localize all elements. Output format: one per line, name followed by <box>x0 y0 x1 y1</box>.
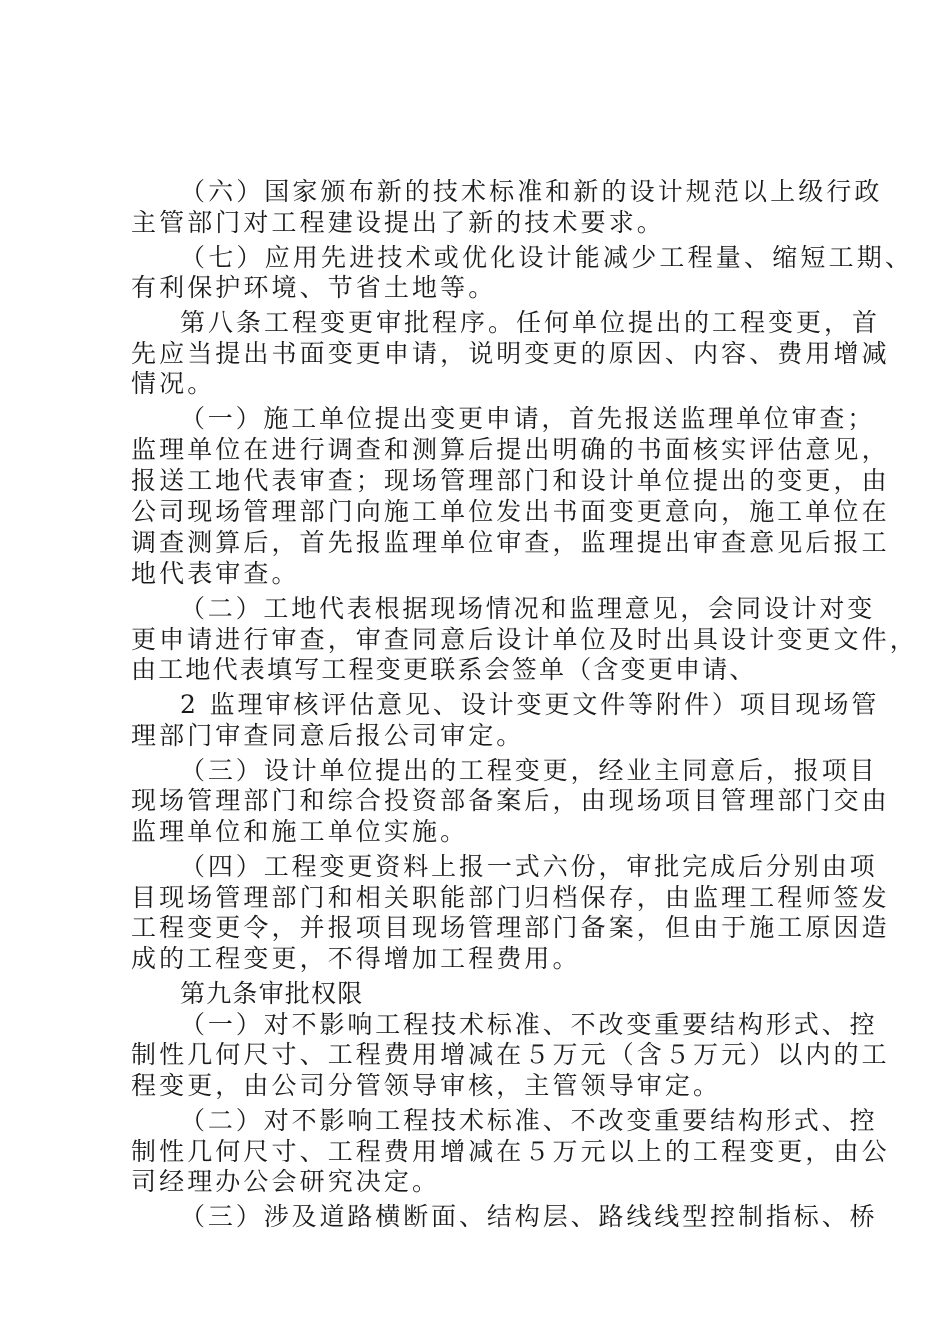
text-line: 现场管理部门和综合投资部备案后，由现场项目管理部门交由 <box>131 786 890 815</box>
text-line: 司经理办公会研究决定。 <box>131 1167 441 1196</box>
text-line: 成的工程变更，不得增加工程费用。 <box>131 944 581 973</box>
text-line: 主管部门对工程建设提出了新的技术要求。 <box>131 208 665 237</box>
text-line: 理部门审查同意后报公司审定。 <box>131 721 525 750</box>
text-line: （一）施工单位提出变更申请，首先报送监理单位审查； <box>180 404 876 433</box>
text-line: （三）设计单位提出的工程变更，经业主同意后，报项目 <box>180 756 878 785</box>
text-line: 监理单位和施工单位实施。 <box>131 817 469 846</box>
text-line: 有利保护环境、节省土地等。 <box>131 273 497 302</box>
text-line: （四）工程变更资料上报一式六份，审批完成后分别由项 <box>180 852 878 881</box>
text-line: 情况。 <box>131 369 216 398</box>
text-line: 程变更，由公司分管领导审核，主管领导审定。 <box>131 1071 722 1100</box>
text-line: 第八条工程变更审批程序。任何单位提出的工程变更，首 <box>180 308 881 337</box>
text-line: 先应当提出书面变更申请，说明变更的原因、内容、费用增减 <box>131 339 890 368</box>
text-line: 调查测算后，首先报监理单位审查，监理提出审查意见后报工 <box>131 528 890 557</box>
text-line: 制性几何尺寸、工程费用增减在５万元（含５万元）以内的工 <box>131 1040 890 1069</box>
text-line: （六）国家颁布新的技术标准和新的设计规范以上级行政 <box>180 177 883 206</box>
text-line: 工程变更令，并报项目现场管理部门备案，但由于施工原因造 <box>131 913 890 942</box>
text-line: （二）对不影响工程技术标准、不改变重要结构形式、控 <box>180 1106 878 1135</box>
text-line: （三）涉及道路横断面、结构层、路线线型控制指标、桥 <box>180 1202 878 1231</box>
text-line: 目现场管理部门和相关职能部门归档保存，由监理工程师签发 <box>131 883 890 912</box>
text-line: 更申请进行审查，审查同意后设计单位及时出具设计变更文件， <box>131 625 918 654</box>
text-line: 地代表审查。 <box>131 559 300 588</box>
text-line: 监理单位在进行调查和测算后提出明确的书面核实评估意见， <box>131 435 890 464</box>
text-line: （一）对不影响工程技术标准、不改变重要结构形式、控 <box>180 1010 878 1039</box>
text-line: （二）工地代表根据现场情况和监理意见，会同设计对变 <box>180 594 876 623</box>
text-line: 制性几何尺寸、工程费用增减在５万元以上的工程变更，由公 <box>131 1137 890 1166</box>
text-line: 由工地代表填写工程变更联系会签单（含变更申请、 <box>131 655 757 684</box>
text-line: 2 监理审核评估意见、设计变更文件等附件）项目现场管 <box>180 690 880 719</box>
text-line: （七）应用先进技术或优化设计能减少工程量、缩短工期、 <box>180 243 914 272</box>
text-line: 第九条审批权限 <box>180 979 364 1008</box>
text-line: 报送工地代表审查；现场管理部门和设计单位提出的变更，由 <box>131 466 890 495</box>
text-line: 公司现场管理部门向施工单位发出书面变更意向，施工单位在 <box>131 497 890 526</box>
